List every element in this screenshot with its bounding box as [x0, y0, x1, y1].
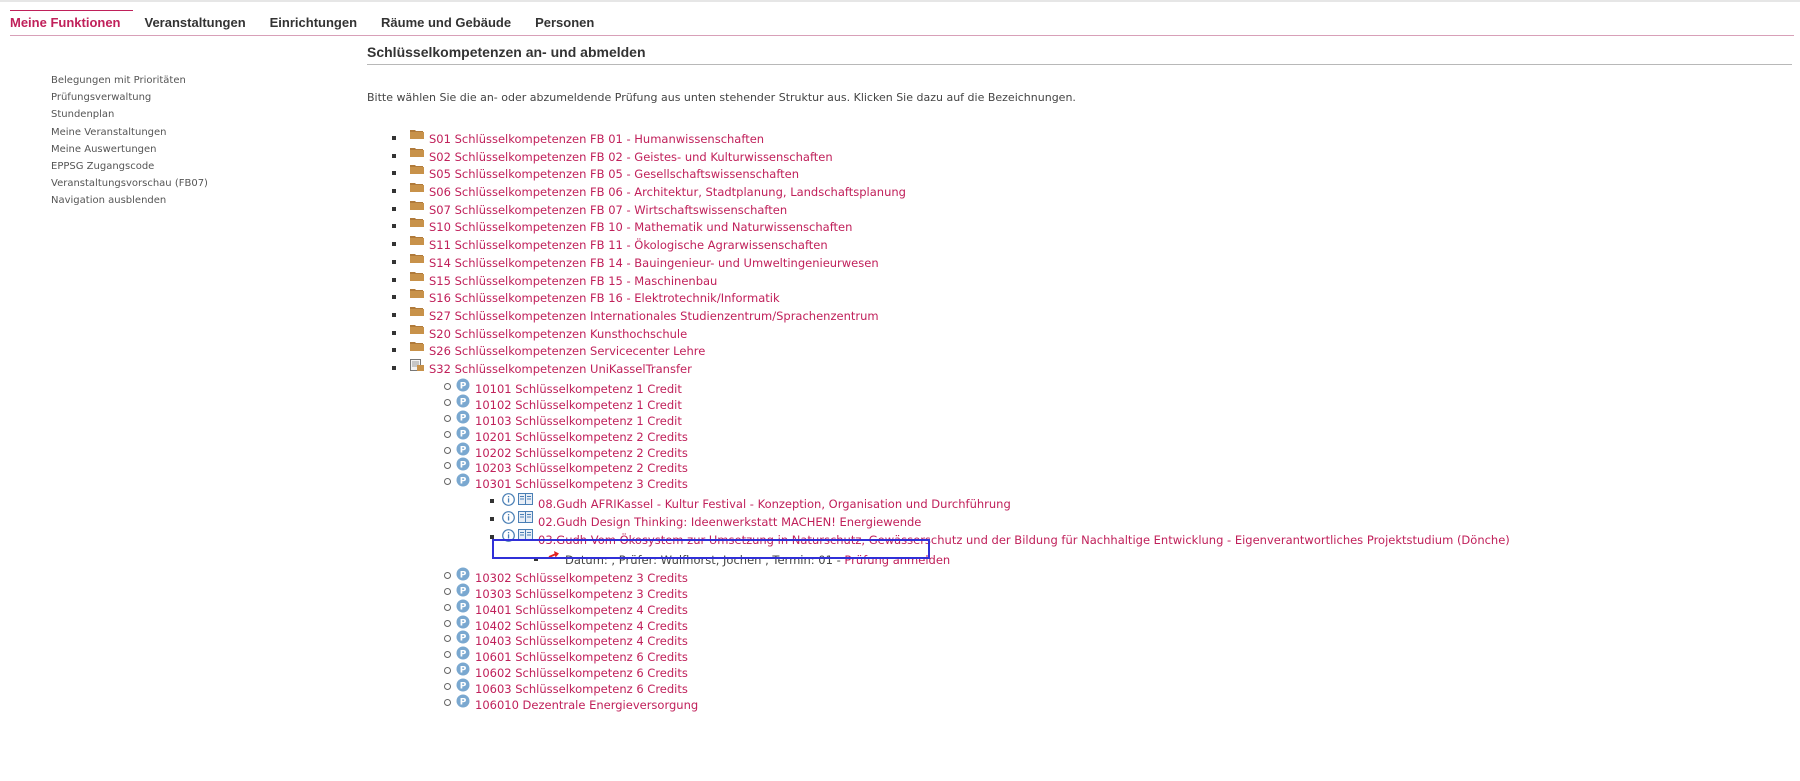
svg-text:P: P	[459, 665, 467, 676]
module-item	[444, 567, 1510, 583]
p-module-icon	[456, 694, 470, 708]
main-tab-bar	[10, 8, 606, 36]
module-link[interactable]: 10401 Schlüsselkompetenz 4 Credits	[475, 602, 688, 617]
main-content	[367, 44, 1792, 104]
module-link[interactable]: 10303 Schlüsselkompetenz 3 Credits	[475, 586, 688, 601]
svg-text:P: P	[459, 633, 467, 644]
course-item	[490, 493, 1510, 511]
svg-text:P: P	[459, 602, 467, 613]
tree-folder	[392, 305, 1510, 323]
tab-einrichtungen[interactable]: Einrichtungen	[269, 15, 358, 30]
module-item	[444, 394, 1510, 410]
module-item	[444, 599, 1510, 615]
folder-icon	[410, 340, 424, 352]
sidebar-item-meine-auswertungen[interactable]: Meine Auswertungen	[51, 143, 157, 155]
sidebar-item-belegungen[interactable]: Belegungen mit Prioritäten	[51, 75, 186, 86]
svg-text:P: P	[459, 445, 467, 455]
tree-folder	[392, 270, 1510, 288]
module-link[interactable]: 10202 Schlüsselkompetenz 2 Credits	[475, 445, 688, 460]
p-module-icon	[456, 567, 470, 581]
module-item	[444, 678, 1510, 697]
p-module-icon	[456, 662, 470, 676]
folder-icon	[410, 270, 424, 282]
svg-text:P: P	[459, 460, 467, 471]
folder-link[interactable]: S20 Schlüsselkompetenzen Kunsthochschule	[429, 326, 688, 341]
svg-text:P: P	[459, 429, 467, 440]
pruefung-anmelden-link[interactable]: Prüfung anmelden	[844, 552, 951, 567]
page-title: Schlüsselkompetenzen an- und abmelden	[367, 44, 1792, 65]
module-item	[444, 426, 1510, 442]
folder-link[interactable]: S26 Schlüsselkompetenzen Servicecenter Lehre	[429, 344, 706, 359]
book-icon[interactable]	[518, 493, 533, 505]
sidebar-nav	[51, 72, 311, 210]
open-folder-icon	[410, 358, 424, 371]
p-module-icon	[456, 583, 470, 597]
tree-folder	[392, 323, 1510, 341]
folder-link[interactable]: S15 Schlüsselkompetenzen FB 15 - Maschinenbau	[429, 273, 718, 288]
module-item	[444, 694, 1510, 710]
course-link[interactable]: 02.Gudh Design Thinking: Ideenwerkstatt MACHEN! Energiewende	[538, 515, 922, 530]
module-item	[444, 630, 1510, 649]
course-link[interactable]: 03.Gudh Vom Ökosystem zur Umsetzung in Naturschutz, Gewässerschutz und der Bildung für Nachhaltige Entwicklung - Eigenverantwortliches Projektstudium (Dönche)	[538, 532, 1510, 547]
p-module-icon	[456, 426, 470, 440]
module-link[interactable]: 106010 Dezentrale Energieversorgung	[475, 698, 699, 712]
svg-text:P: P	[459, 413, 467, 424]
module-link[interactable]: 10101 Schlüsselkompetenz 1 Credit	[475, 381, 682, 396]
module-link[interactable]: 10602 Schlüsselkompetenz 6 Credits	[475, 666, 688, 681]
module-link[interactable]: 10301 Schlüsselkompetenz 3 Credits	[475, 477, 688, 492]
tree-folder	[392, 216, 1510, 234]
sidebar-item-navigation-ausblenden[interactable]: Navigation ausblenden	[51, 195, 167, 207]
module-link[interactable]: 10203 Schlüsselkompetenz 2 Credits	[475, 461, 688, 476]
folder-link[interactable]: S11 Schlüsselkompetenzen FB 11 - Ökologische Agrarwissenschaften	[429, 238, 828, 253]
p-module-icon	[456, 457, 470, 471]
module-item	[444, 442, 1510, 458]
folder-icon	[410, 199, 424, 211]
folder-link[interactable]: S06 Schlüsselkompetenzen FB 06 - Architektur, Stadtplanung, Landschaftsplanung	[429, 185, 906, 200]
folder-icon	[410, 128, 424, 140]
tab-personen[interactable]: Personen	[535, 15, 595, 30]
tree-folder	[392, 252, 1510, 270]
folder-link[interactable]: S02 Schlüsselkompetenzen FB 02 - Geistes- und Kulturwissenschaften	[429, 149, 833, 164]
pruefung-details: Datum: , Prüfer: Wulfhorst, Jochen , Termin: 01 -	[565, 552, 845, 567]
module-link[interactable]: 10601 Schlüsselkompetenz 6 Credits	[475, 650, 688, 665]
info-icon[interactable]	[502, 493, 515, 506]
tree-folder	[392, 128, 1510, 146]
folder-link[interactable]: S16 Schlüsselkompetenzen FB 16 - Elektrotechnik/Informatik	[429, 291, 780, 306]
svg-text:P: P	[459, 697, 467, 708]
course-link[interactable]: 08.Gudh AFRIKassel - Kultur Festival - Konzeption, Organisation und Durchführung	[538, 497, 1011, 512]
module-item	[444, 378, 1510, 394]
book-icon[interactable]	[518, 511, 533, 523]
module-item	[444, 646, 1510, 665]
tree-folder	[392, 146, 1510, 164]
p-module-icon	[456, 378, 470, 392]
sidebar-item-stundenplan[interactable]: Stundenplan	[51, 109, 115, 121]
p-module-icon	[456, 615, 470, 629]
folder-link[interactable]: S05 Schlüsselkompetenzen FB 05 - Gesellschaftswissenschaften	[429, 167, 800, 182]
module-link[interactable]: 10603 Schlüsselkompetenz 6 Credits	[475, 682, 688, 697]
p-module-icon	[456, 410, 470, 424]
folder-link[interactable]: S27 Schlüsselkompetenzen Internationales Studienzentrum/Sprachenzentrum	[429, 308, 879, 323]
svg-text:P: P	[459, 570, 467, 581]
module-link[interactable]: 10102 Schlüsselkompetenz 1 Credit	[475, 397, 682, 412]
module-link[interactable]: 10201 Schlüsselkompetenz 2 Credits	[475, 429, 688, 444]
module-item	[444, 457, 1510, 476]
svg-text:P: P	[459, 649, 467, 660]
module-item	[444, 662, 1510, 681]
folder-link[interactable]: S10 Schlüsselkompetenzen FB 10 - Mathematik und Naturwissenschaften	[429, 220, 853, 235]
info-icon[interactable]	[502, 511, 515, 524]
p-module-icon	[456, 442, 470, 456]
folder-icon	[410, 252, 424, 264]
folder-icon	[410, 287, 424, 299]
sidebar-item-eppsg-zugangscode[interactable]: EPPSG Zugangscode	[51, 161, 155, 173]
tree-folder	[392, 181, 1510, 199]
highlight-box	[492, 539, 930, 559]
module-link[interactable]: 10302 Schlüsselkompetenz 3 Credits	[475, 570, 688, 585]
tree-folder	[392, 163, 1510, 181]
module-link[interactable]: 10103 Schlüsselkompetenz 1 Credit	[475, 413, 682, 428]
module-link[interactable]: 10402 Schlüsselkompetenz 4 Credits	[475, 618, 688, 633]
module-item	[444, 410, 1510, 426]
folder-icon	[410, 234, 424, 246]
folder-icon	[410, 146, 424, 158]
folder-icon	[410, 181, 424, 193]
tree-folder-open	[392, 358, 1510, 710]
p-module-icon	[456, 630, 470, 644]
tab-bar-divider	[10, 35, 1794, 36]
tree-folder	[392, 287, 1510, 305]
folder-icon	[410, 305, 424, 317]
tab-raeume-und-gebaeude[interactable]: Räume und Gebäude	[381, 15, 512, 30]
svg-text:P: P	[459, 586, 467, 597]
svg-text:P: P	[459, 681, 467, 692]
p-module-icon	[456, 646, 470, 660]
module-tree	[392, 128, 1510, 710]
folder-icon	[410, 163, 424, 175]
svg-text:P: P	[459, 397, 467, 408]
tab-veranstaltungen[interactable]: Veranstaltungen	[144, 15, 246, 30]
p-module-icon	[456, 678, 470, 692]
module-item	[444, 615, 1510, 631]
module-link[interactable]: 10403 Schlüsselkompetenz 4 Credits	[475, 634, 688, 649]
svg-text:P: P	[459, 381, 467, 392]
folder-icon	[410, 323, 424, 335]
svg-text:P: P	[459, 618, 467, 629]
folder-link[interactable]: S14 Schlüsselkompetenzen FB 14 - Bauingenieur- und Umweltingenieurwesen	[429, 255, 879, 270]
p-module-icon	[456, 394, 470, 408]
tree-folder	[392, 340, 1510, 358]
sidebar-item-meine-veranstaltungen[interactable]: Meine Veranstaltungen	[51, 126, 167, 138]
instruction-text: Bitte wählen Sie die an- oder abzumeldende Prüfung aus unten stehender Struktur aus. Klicken Sie dazu auf die Bezeichnungen.	[367, 91, 1076, 104]
course-item	[490, 511, 1510, 529]
tree-folder	[392, 234, 1510, 252]
tree-folder	[392, 199, 1510, 217]
folder-link[interactable]: S07 Schlüsselkompetenzen FB 07 - Wirtschaftswissenschaften	[429, 202, 788, 217]
tab-meine-funktionen[interactable]: Meine Funktionen	[10, 10, 133, 36]
p-module-icon	[456, 473, 470, 487]
folder-link[interactable]: S32 Schlüsselkompetenzen UniKasselTransfer	[429, 361, 692, 376]
p-module-icon	[456, 599, 470, 613]
folder-link[interactable]: S01 Schlüsselkompetenzen FB 01 - Humanwissenschaften	[429, 132, 765, 146]
sidebar-item-pruefungsverwaltung[interactable]: Prüfungsverwaltung	[51, 92, 152, 104]
svg-text:P: P	[459, 476, 467, 487]
module-item	[444, 583, 1510, 599]
folder-icon	[410, 216, 424, 228]
sidebar-item-veranstaltungsvorschau[interactable]: Veranstaltungsvorschau (FB07)	[51, 178, 208, 190]
top-border	[0, 0, 1800, 2]
